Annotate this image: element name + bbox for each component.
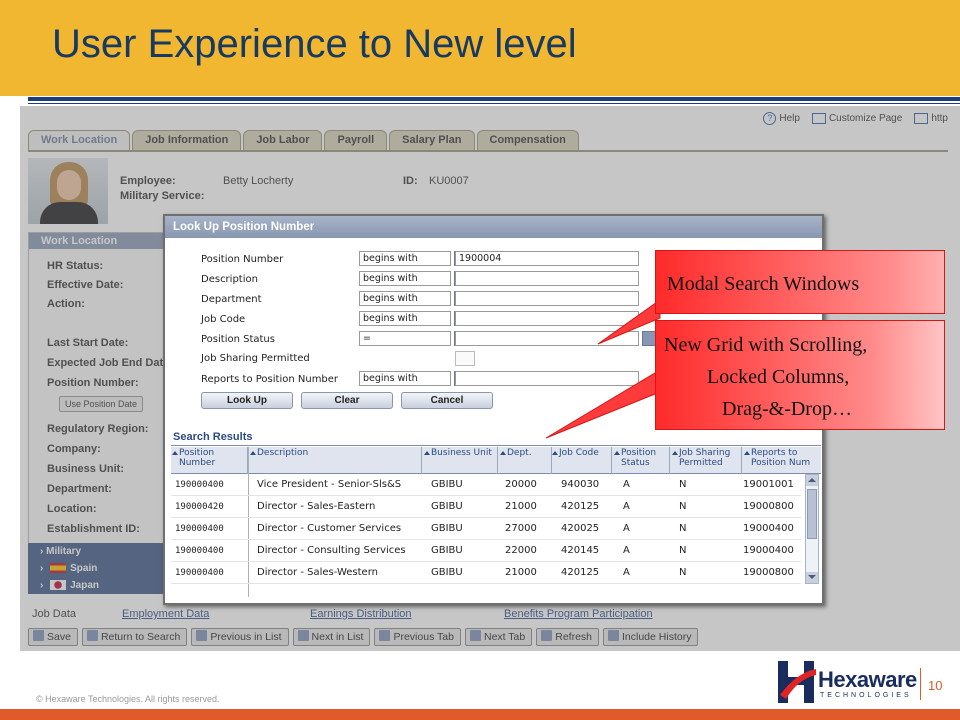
cell-position-number: 190000400 bbox=[175, 568, 224, 578]
effective-date-label: Effective Date: bbox=[47, 279, 124, 291]
callout-modal-search-text: Modal Search Windows bbox=[667, 273, 860, 295]
cell-job-code: 420025 bbox=[561, 523, 600, 534]
employee-name: Betty Locherty bbox=[223, 175, 294, 187]
cell-job-sharing: N bbox=[679, 501, 687, 512]
cell-description: Director - Customer Services bbox=[257, 523, 402, 534]
cell-position-number: 190000400 bbox=[175, 546, 224, 556]
criteria-label: Department bbox=[201, 294, 262, 305]
earnings-distribution-link[interactable]: Earnings Distribution bbox=[310, 608, 412, 620]
operator-value: begins with bbox=[363, 313, 418, 324]
col-job-sharing[interactable]: Job Sharing Permitted bbox=[671, 448, 743, 468]
company-label: Company: bbox=[47, 443, 101, 455]
cell-position-status: A bbox=[623, 567, 630, 578]
col-dept[interactable]: Dept. bbox=[499, 448, 549, 458]
tab-salary-plan[interactable]: Salary Plan bbox=[389, 130, 474, 150]
cell-business-unit: GBIBU bbox=[431, 545, 463, 556]
location-label: Location: bbox=[47, 503, 97, 515]
cell-position-number: 190000400 bbox=[175, 524, 224, 534]
cell-position-status: A bbox=[623, 523, 630, 534]
logo-h-icon bbox=[778, 659, 816, 705]
operator-value: = bbox=[363, 333, 371, 344]
cell-business-unit: GBIBU bbox=[431, 501, 463, 512]
use-position-date-button[interactable]: Use Position Date bbox=[59, 396, 143, 412]
cell-description: Vice President - Senior-Sls&S bbox=[257, 479, 402, 490]
criteria-label: Job Code bbox=[201, 314, 246, 325]
col-job-code[interactable]: Job Code bbox=[551, 448, 611, 458]
col-position-number[interactable]: Position Number bbox=[171, 448, 247, 468]
callout-grid-line-3: Drag-&-Drop… bbox=[722, 398, 852, 420]
page-number: 10 bbox=[928, 678, 943, 693]
employment-data-link[interactable]: Employment Data bbox=[122, 608, 210, 620]
position-number-label: Position Number: bbox=[47, 377, 139, 389]
expected-end-label: Expected Job End Dat bbox=[47, 357, 164, 369]
department-label: Department: bbox=[47, 483, 112, 495]
tab-job-labor[interactable]: Job Labor bbox=[243, 130, 322, 150]
slide-title: User Experience to New level bbox=[52, 22, 577, 66]
cell-reports-to: 19000400 bbox=[743, 523, 794, 534]
country-japan[interactable]: › Japan bbox=[28, 577, 173, 594]
col-description[interactable]: Description bbox=[249, 448, 419, 458]
lookup-button[interactable]: Look Up bbox=[201, 392, 293, 409]
tab-payroll[interactable]: Payroll bbox=[324, 130, 387, 150]
customize-page-link[interactable]: Customize Page bbox=[812, 113, 902, 124]
button-label: Refresh bbox=[555, 631, 592, 643]
col-reports-to[interactable]: Reports to Position Num bbox=[743, 448, 823, 468]
cell-position-number: 190000420 bbox=[175, 502, 224, 512]
cell-dept: 22000 bbox=[505, 545, 537, 556]
cell-job-sharing: N bbox=[679, 523, 687, 534]
cell-position-status: A bbox=[623, 545, 630, 556]
button-label: Return to Search bbox=[100, 631, 181, 643]
cell-description: Director - Sales-Western bbox=[257, 567, 378, 578]
footer-bar bbox=[0, 709, 960, 720]
country-military[interactable]: › Military bbox=[28, 543, 173, 560]
position-number-input[interactable]: 1900004 bbox=[455, 251, 639, 266]
criteria-label: Position Status bbox=[201, 334, 275, 345]
cell-job-code: 940030 bbox=[561, 479, 600, 490]
cell-job-sharing: N bbox=[679, 545, 687, 556]
cell-job-code: 420125 bbox=[561, 567, 600, 578]
callout-grid-line-1: New Grid with Scrolling, bbox=[664, 334, 868, 356]
id-label: ID: bbox=[403, 175, 418, 187]
cell-job-code: 420125 bbox=[561, 501, 600, 512]
callout2-pointer bbox=[546, 370, 660, 438]
col-position-status[interactable]: Position Status bbox=[613, 448, 669, 468]
cell-business-unit: GBIBU bbox=[431, 479, 463, 490]
criteria-label: Job Sharing Permitted bbox=[201, 353, 310, 364]
cell-reports-to: 19000400 bbox=[743, 545, 794, 556]
button-label: Include History bbox=[622, 631, 692, 643]
criteria-label: Description bbox=[201, 274, 258, 285]
cell-description: Director - Consulting Services bbox=[257, 545, 406, 556]
clear-button[interactable]: Clear bbox=[301, 392, 393, 409]
button-label: Previous Tab bbox=[393, 631, 454, 643]
tab-compensation[interactable]: Compensation bbox=[477, 130, 579, 150]
operator-value: begins with bbox=[363, 293, 418, 304]
cell-position-status: A bbox=[623, 501, 630, 512]
country-label: Military bbox=[46, 546, 82, 557]
cell-reports-to: 19001001 bbox=[743, 479, 794, 490]
tab-work-location[interactable]: Work Location bbox=[28, 130, 130, 150]
cell-business-unit: GBIBU bbox=[431, 523, 463, 534]
cell-dept: 20000 bbox=[505, 479, 537, 490]
search-results-title: Search Results bbox=[173, 431, 253, 443]
cell-description: Director - Sales-Eastern bbox=[257, 501, 376, 512]
cell-dept: 21000 bbox=[505, 567, 537, 578]
cell-job-sharing: N bbox=[679, 567, 687, 578]
cell-job-sharing: N bbox=[679, 479, 687, 490]
employee-id: KU0007 bbox=[429, 175, 469, 187]
copyright-footer: © Hexaware Technologies. All rights reserved. bbox=[36, 694, 220, 704]
hr-status-label: HR Status: bbox=[47, 260, 104, 272]
operator-value: begins with bbox=[363, 273, 418, 284]
cell-position-number: 190000400 bbox=[175, 480, 224, 490]
cell-reports-to: 19000800 bbox=[743, 501, 794, 512]
button-label: Save bbox=[47, 631, 71, 643]
operator-value: begins with bbox=[363, 253, 418, 264]
button-label: Previous in List bbox=[210, 631, 282, 643]
country-label: Spain bbox=[70, 563, 98, 574]
callout-grid-line-2: Locked Columns, bbox=[707, 366, 850, 388]
benefits-participation-link[interactable]: Benefits Program Participation bbox=[504, 608, 653, 620]
cell-position-status: A bbox=[623, 479, 630, 490]
col-business-unit[interactable]: Business Unit bbox=[423, 448, 495, 458]
regulatory-region-label: Regulatory Region: bbox=[47, 423, 149, 435]
cell-dept: 21000 bbox=[505, 501, 537, 512]
employee-label: Employee: bbox=[120, 175, 176, 187]
cell-dept: 27000 bbox=[505, 523, 537, 534]
page-number-separator bbox=[920, 668, 921, 700]
cell-job-code: 420145 bbox=[561, 545, 600, 556]
cell-business-unit: GBIBU bbox=[431, 567, 463, 578]
panel-header: Work Location bbox=[29, 233, 172, 249]
last-start-date-label: Last Start Date: bbox=[47, 337, 129, 349]
criteria-label: Reports to Position Number bbox=[201, 374, 339, 385]
country-label: Japan bbox=[70, 580, 100, 591]
tab-job-information[interactable]: Job Information bbox=[132, 130, 241, 150]
callout1-pointer bbox=[598, 300, 660, 344]
cancel-button[interactable]: Cancel bbox=[401, 392, 493, 409]
help-icon: ? bbox=[763, 112, 776, 125]
military-label: Military Service: bbox=[120, 190, 205, 202]
hexaware-logo bbox=[778, 659, 918, 705]
criteria-label: Position Number bbox=[201, 254, 284, 265]
cell-reports-to: 19000800 bbox=[743, 567, 794, 578]
action-label: Action: bbox=[47, 298, 85, 310]
job-data-label: Job Data bbox=[32, 608, 77, 620]
country-spain[interactable]: › Spain bbox=[28, 560, 173, 577]
help-link[interactable]: ? Help bbox=[763, 112, 800, 125]
operator-value: begins with bbox=[363, 373, 418, 384]
logo-name: Hexaware bbox=[818, 667, 917, 692]
http-link[interactable]: http bbox=[914, 113, 948, 124]
modal-title: Look Up Position Number bbox=[165, 216, 822, 238]
button-label: Next Tab bbox=[483, 631, 526, 643]
logo-subtitle: TECHNOLOGIES bbox=[820, 692, 912, 699]
establishment-id-label: Establishment ID: bbox=[47, 523, 140, 535]
button-label: Next in List bbox=[311, 631, 364, 643]
business-unit-label: Business Unit: bbox=[47, 463, 125, 475]
